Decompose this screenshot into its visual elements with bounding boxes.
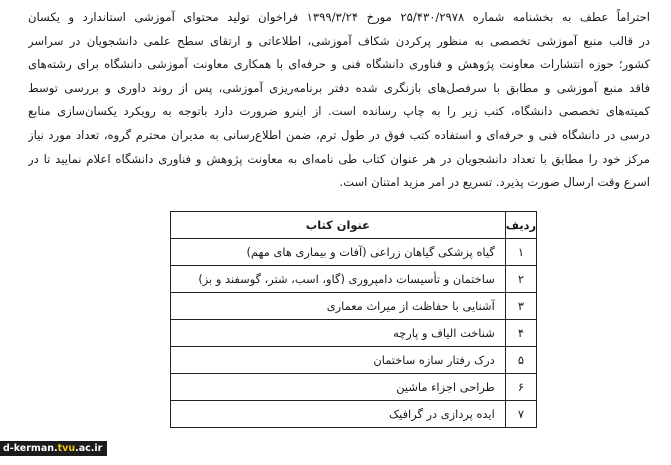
row-number: ۵ [505, 347, 536, 374]
letter-line: در قالب منبع آموزشی تخصصی به منظور پرکردن شکاف آموزشی، اطلاعاتی و ارتقای سطح علمی دانشجویان در سراسر [28, 33, 650, 48]
letter-line: اسرع وقت ارسال صورت پذیرد. تسریع در امر مزید امتنان است. [339, 175, 650, 190]
book-title: شناخت الیاف و پارچه [171, 320, 506, 347]
book-list-table [170, 211, 537, 428]
table-row [171, 347, 537, 374]
book-title: گیاه پزشکی گیاهان زراعی (آفات و بیماری های مهم) [171, 239, 506, 266]
table-row [171, 266, 537, 293]
row-number: ۴ [505, 320, 536, 347]
row-number: ۳ [505, 293, 536, 320]
row-number: ۷ [505, 401, 536, 428]
letter-line: درسی در دانشگاه فنی و حرفه‌ای و استفاده کتب فوق در طول ترم، ضمن اطلاع‌رسانی به مدیران محترم گروه، تعداد مورد نیاز [28, 127, 650, 142]
table-row [171, 320, 537, 347]
book-title: آشنایی با حفاظت از میراث معماری [171, 293, 506, 320]
watermark-accent: tvu [57, 443, 76, 454]
row-number: ۶ [505, 374, 536, 401]
row-number: ۱ [505, 239, 536, 266]
letter-line: کمیته‌های تخصصی دانشگاه، کتب زیر را به چاپ رسانده است. از اینرو ضرورت دارد باتوجه به رویکرد یکسان‌سازی منابع [28, 104, 650, 119]
table-row [171, 239, 537, 266]
column-header-title: عنوان کتاب [171, 212, 506, 239]
table-row [171, 374, 537, 401]
watermark-prefix: d-kerman. [3, 443, 58, 454]
letter-body [28, 6, 650, 195]
book-title: طراحی اجزاء ماشین [171, 374, 506, 401]
letter-line: احتراماً عطف به بخشنامه شماره ۲۵/۴۳۰/۲۹۷۸ مورخ ۱۳۹۹/۳/۲۴ فراخوان تولید محتوای آموزشی استاندارد و یکسان [28, 10, 650, 24]
watermark-suffix: .ac.ir [75, 443, 103, 454]
site-watermark [0, 441, 107, 456]
table-row [171, 293, 537, 320]
book-title: درک رفتار سازه ساختمان [171, 347, 506, 374]
letter-line: فاقد منبع آموزشی و مطابق با سرفصل‌های بازنگری شده دفتر برنامه‌ریزی آموزشی، پس از روند داوری و بررسی توسط [28, 80, 650, 95]
letter-line: کشور؛ حوزه انتشارات معاونت پژوهش و فناوری دانشگاه فنی و حرفه‌ای با همکاری معاونت آموزشی دانشگاه برای رشته‌های [28, 57, 650, 72]
column-header-number: ردیف [505, 212, 536, 239]
row-number: ۲ [505, 266, 536, 293]
table-row [171, 401, 537, 428]
letter-line: مرکز خود را مطابق با تعداد دانشجویان در هر عنوان کتاب طی نامه‌ای به معاونت پژوهش و فناوری دانشگاه اعلام نمایید تا در [28, 151, 650, 166]
table-header-row [171, 212, 537, 239]
book-title: ساختمان و تأسیسات دامپروری (گاو، اسب، شتر، گوسفند و بز) [171, 266, 506, 293]
book-title: ایده پردازی در گرافیک [171, 401, 506, 428]
